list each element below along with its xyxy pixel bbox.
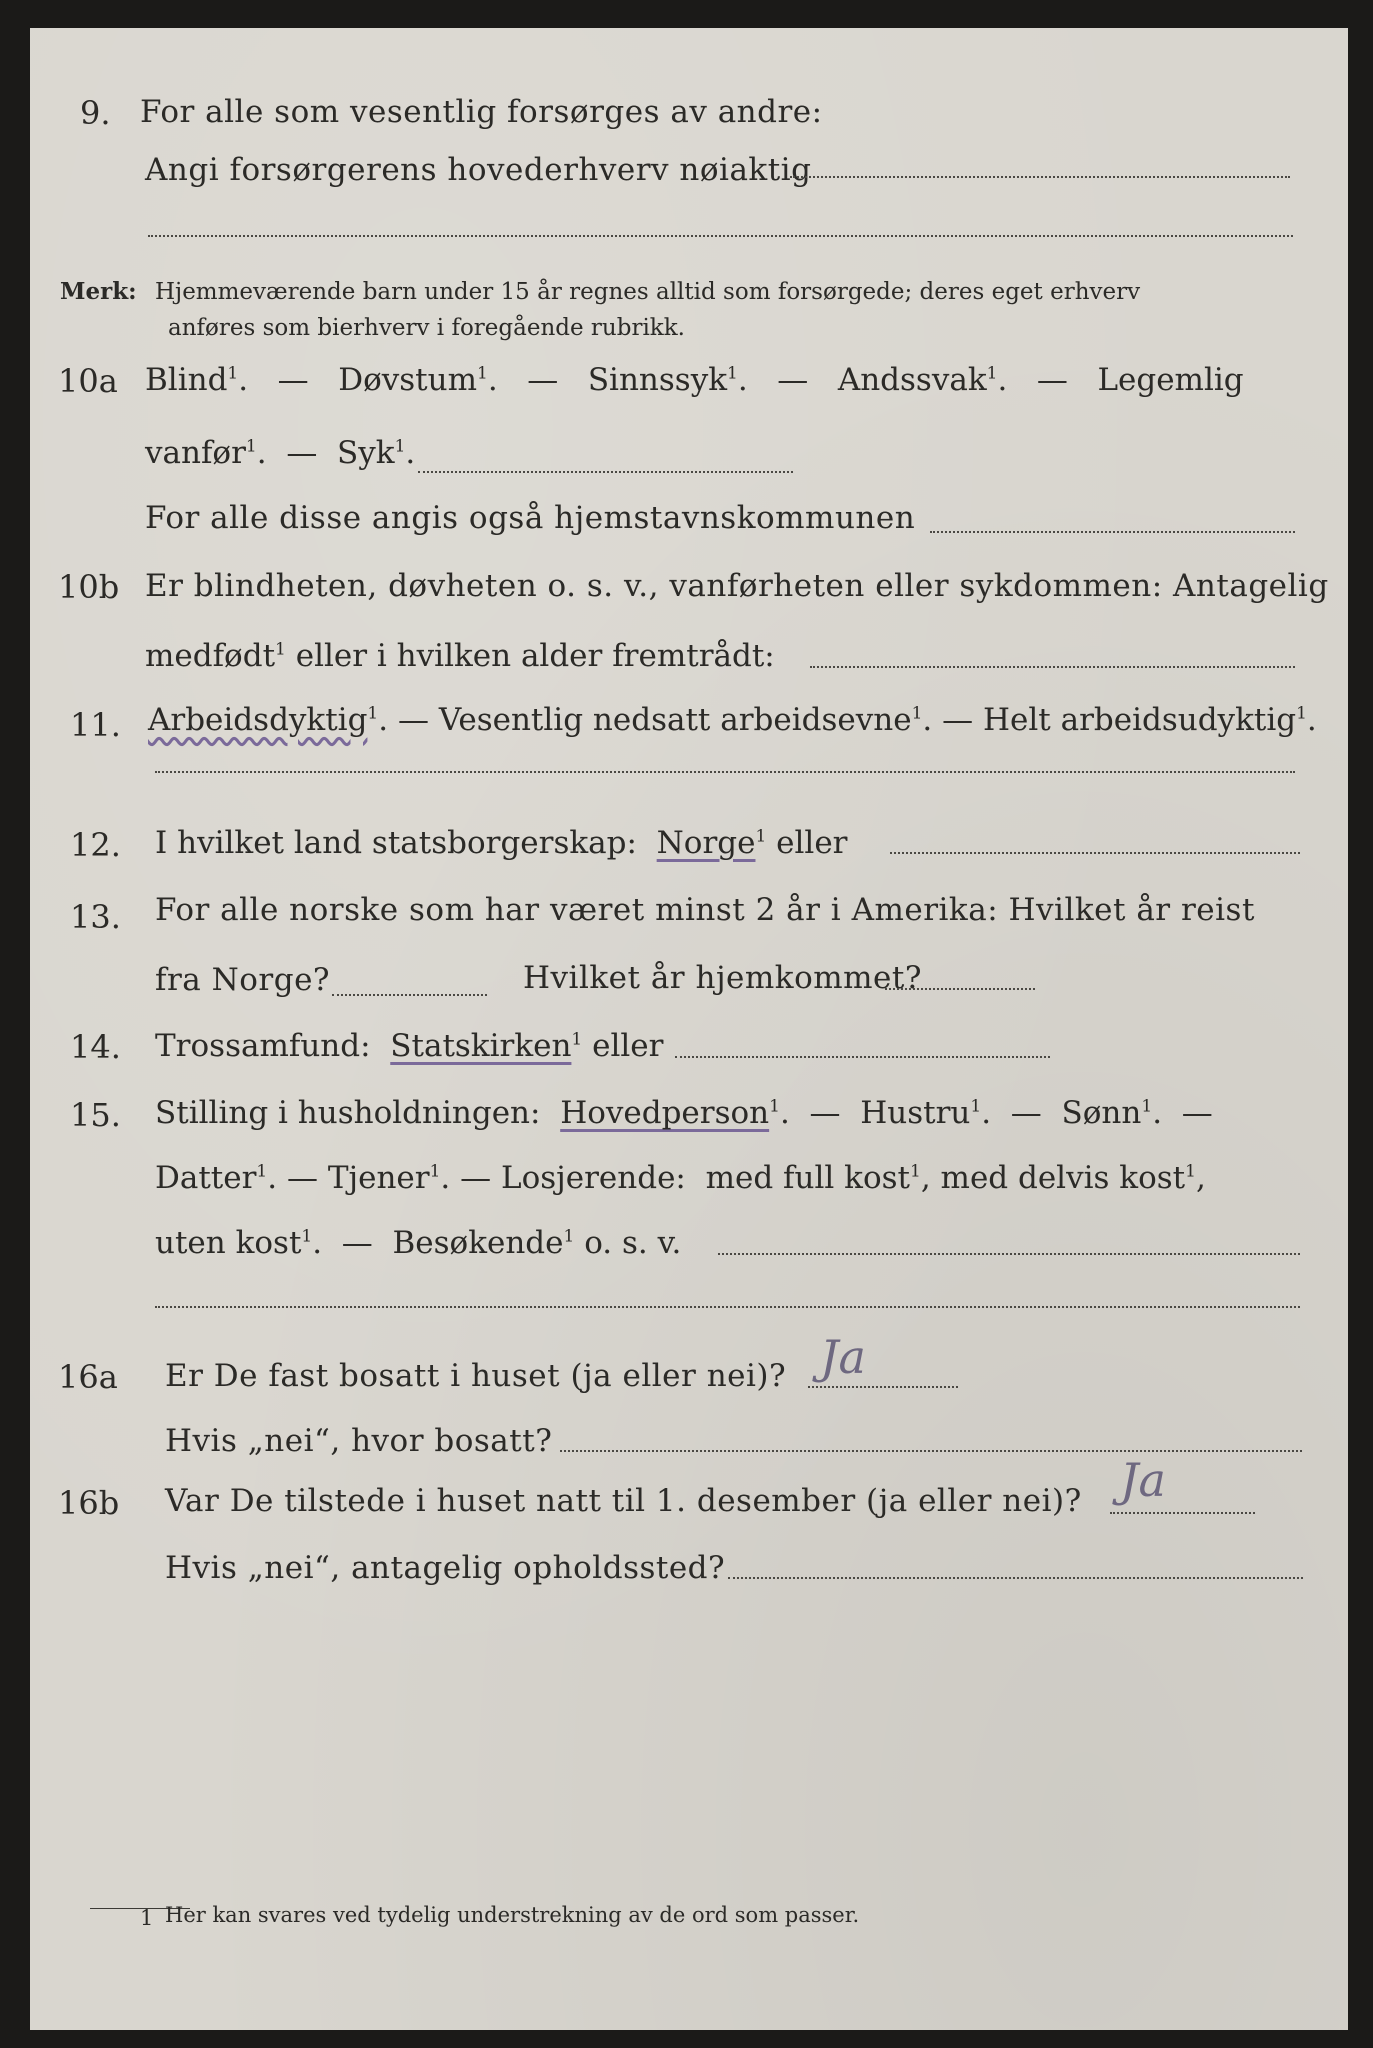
q16a-line2: Hvis „nei“, hvor bosatt? — [165, 1423, 553, 1459]
q12-answer-line[interactable] — [890, 852, 1300, 854]
q13-fra-norge: fra Norge? — [155, 962, 331, 998]
q15-answer-line[interactable] — [718, 1253, 1300, 1255]
q10a-syk-line[interactable] — [418, 471, 793, 473]
option-tjener[interactable]: Tjener — [327, 1160, 430, 1196]
option-full-kost[interactable]: med full kost — [705, 1160, 910, 1196]
q12-line: I hvilket land statsborgerskap: Norge$^1$ eller — [155, 825, 848, 861]
q12-number: 12. — [70, 826, 121, 864]
option-vanfor[interactable]: vanfør — [145, 435, 246, 471]
option-hovedperson[interactable]: Hovedperson — [560, 1095, 770, 1131]
option-sonn[interactable]: Sønn — [1061, 1095, 1142, 1131]
footnote-mark: 1 — [140, 1906, 154, 1930]
merk-label: Merk: — [60, 278, 137, 305]
option-delvis-kost[interactable]: med delvis kost — [940, 1160, 1186, 1196]
q16a-handwritten-answer[interactable]: Ja — [820, 1330, 866, 1384]
option-medfodt[interactable]: medfødt — [145, 638, 276, 674]
merk-line1: Hjemmeværende barn under 15 år regnes alltid som forsørgede; deres eget erhverv — [155, 279, 1141, 305]
q15-line2: Datter$^1$. — Tjener$^1$. — Losjerende: med full kost$^1$, med delvis kost$^1$, — [155, 1160, 1206, 1196]
option-hustru[interactable]: Hustru — [860, 1095, 971, 1131]
option-helt-udyktig[interactable]: Helt arbeidsudyktig — [982, 702, 1297, 738]
option-dovstum[interactable]: Døvstum — [338, 362, 477, 398]
q10b-number: 10b — [58, 568, 120, 606]
q14-line: Trossamfund: Statskirken$^1$ eller — [155, 1028, 664, 1064]
q13-hjemkommet-line[interactable] — [885, 988, 1035, 990]
option-arbeidsdyktig[interactable]: Arbeidsdyktig — [148, 702, 368, 738]
option-uten-kost[interactable]: uten kost — [155, 1225, 302, 1261]
q16b-opholdssted-line[interactable] — [728, 1577, 1303, 1579]
q16a-number: 16a — [58, 1358, 118, 1396]
option-blind[interactable]: Blind — [145, 362, 228, 398]
q13-reist-line[interactable] — [332, 994, 487, 996]
q10b-line1: Er blindheten, døvheten o. s. v., vanførheten eller sykdommen: Antagelig — [145, 568, 1329, 604]
option-vesentlig-nedsatt[interactable]: Vesentlig nedsatt arbeidsevne — [438, 702, 912, 738]
q16b-line2: Hvis „nei“, antagelig opholdssted? — [165, 1550, 726, 1586]
q9-answer-line-2[interactable] — [148, 235, 1293, 237]
q16b-answer-line[interactable] — [1110, 1512, 1255, 1514]
footnote-text: Her kan svares ved tydelig understrekning av de ord som passer. — [165, 1903, 860, 1927]
option-sinnssyk[interactable]: Sinnssyk — [587, 362, 728, 398]
q16a-bosatt-line[interactable] — [560, 1450, 1302, 1452]
q10b-line2: medfødt$^1$ eller i hvilken alder fremtrådt: — [145, 638, 775, 674]
q16b-line1: Var De tilstede i huset natt til 1. desember (ja eller nei)? — [165, 1483, 1082, 1519]
option-besokende[interactable]: Besøkende — [392, 1225, 564, 1261]
q10a-line3: For alle disse angis også hjemstavnskommunen — [145, 500, 916, 536]
q16b-handwritten-answer[interactable]: Ja — [1120, 1453, 1166, 1507]
q11-answer-line[interactable] — [155, 771, 1295, 773]
q10a-hjemstavn-line[interactable] — [930, 531, 1295, 533]
q9-line2: Angi forsørgerens hovederhverv nøiaktig — [145, 152, 812, 188]
merk-line2: anføres som bierhverv i foregående rubrikk. — [168, 315, 685, 341]
option-legemlig[interactable]: Legemlig — [1097, 362, 1244, 398]
q13-hjemkommet: Hvilket år hjemkommet? — [523, 960, 922, 996]
q16a-line1: Er De fast bosatt i huset (ja eller nei)? — [165, 1358, 787, 1394]
q10a-number: 10a — [58, 362, 118, 400]
q14-answer-line[interactable] — [675, 1056, 1050, 1058]
q11-number: 11. — [70, 706, 121, 744]
q10a-line1: Blind$^1$. — Døvstum$^1$. — Sinnssyk$^1$. — Andssvak$^1$. — Legemlig — [145, 362, 1244, 398]
census-form-page — [30, 28, 1348, 2030]
q15-line3: uten kost$^1$. — Besøkende$^1$ o. s. v. — [155, 1225, 682, 1261]
q15-answer-line-2[interactable] — [155, 1306, 1300, 1308]
q9-number: 9. — [80, 94, 111, 132]
option-datter[interactable]: Datter — [155, 1160, 257, 1196]
q16b-number: 16b — [58, 1484, 120, 1522]
q9-line1: For alle som vesentlig forsørges av andre: — [140, 94, 823, 130]
option-norge[interactable]: Norge — [656, 825, 756, 861]
q10a-line2: vanfør$^1$. — Syk$^1$. — [145, 435, 416, 471]
q9-answer-line[interactable] — [790, 176, 1290, 178]
q13-number: 13. — [70, 898, 121, 936]
q15-number: 15. — [70, 1096, 121, 1134]
q16a-answer-line[interactable] — [808, 1386, 958, 1388]
option-syk[interactable]: Syk — [337, 435, 395, 471]
q10b-answer-line[interactable] — [810, 666, 1295, 668]
option-andssvak[interactable]: Andssvak — [837, 362, 987, 398]
q14-number: 14. — [70, 1028, 121, 1066]
q15-line1: Stilling i husholdningen: Hovedperson$^1$. — Hustru$^1$. — Sønn$^1$. — — [155, 1095, 1213, 1131]
q13-line1: For alle norske som har været minst 2 år i Amerika: Hvilket år reist — [155, 892, 1255, 928]
option-statskirken[interactable]: Statskirken — [390, 1028, 572, 1064]
q11-line1: Arbeidsdyktig$^1$. — Vesentlig nedsatt arbeidsevne$^1$. — Helt arbeidsudyktig$^1$. — [148, 702, 1317, 738]
